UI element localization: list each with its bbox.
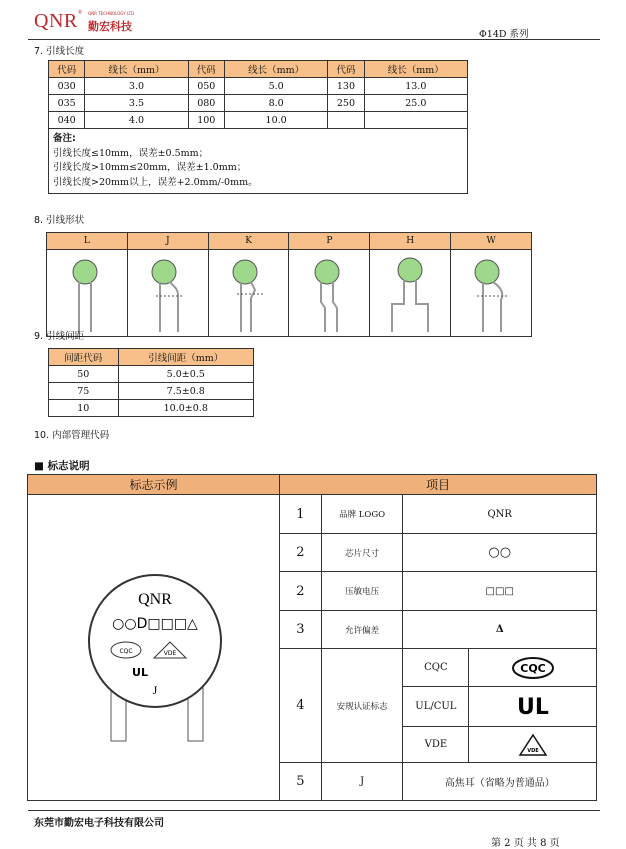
pitch-table <box>48 348 254 417</box>
vde-mark <box>469 727 597 763</box>
item-name: J <box>321 763 403 801</box>
item-name: 品牌 LOGO <box>321 495 403 534</box>
example-vde: VDE <box>164 650 177 657</box>
note-line: 引线长度>10mm≤20mm，误差±1.0mm； <box>53 162 247 173</box>
row-number: 2 <box>279 572 321 611</box>
ul-mark <box>469 687 597 727</box>
section-internal-code: 10. 内部管理代码 <box>34 430 110 441</box>
item-name: 允许偏差 <box>321 611 403 649</box>
row-number: 5 <box>279 763 321 801</box>
table-row: 50 5.0±0.5 <box>49 366 254 383</box>
shape-w-drawing <box>451 250 532 337</box>
lead-shape-table <box>46 232 532 337</box>
table-row: 040 4.0 100 10.0 <box>49 112 468 129</box>
table-note <box>49 129 468 194</box>
item-value: Δ <box>403 611 597 649</box>
example-j: J <box>153 683 158 697</box>
section-lead-length: 7. 引线长度 <box>34 46 85 57</box>
svg-text:VDE: VDE <box>526 747 539 754</box>
table-header: 线长（mm） <box>364 61 467 78</box>
brand-subtitle: QNR TECHNOLOGY LTD <box>88 11 135 16</box>
example-brand: QNR <box>138 591 173 608</box>
item-name: 芯片尺寸 <box>321 534 403 572</box>
cqc-mark <box>469 649 597 687</box>
cert-name: VDE <box>403 727 469 763</box>
section-marking: ■ 标志说明 <box>34 460 90 472</box>
brand-logo: QNR® <box>34 10 83 32</box>
varistor-drawing <box>28 496 278 796</box>
shape-j-drawing <box>127 250 208 337</box>
table-row: 035 3.5 080 8.0 250 25.0 <box>49 95 468 112</box>
example-cqc: CQC <box>119 648 134 655</box>
item-name: 安规认证标志 <box>321 649 403 763</box>
page-number: 第 2 页 共 8 页 <box>491 838 560 849</box>
item-value: 高焦耳（省略为普通品） <box>403 763 597 801</box>
table-header: 代码 <box>328 61 364 78</box>
shape-p-drawing <box>289 250 370 337</box>
section-lead-shape: 8. 引线形状 <box>34 215 85 226</box>
marking-example <box>28 495 280 801</box>
row-number: 4 <box>279 649 321 763</box>
series-title: Φ14D 系列 <box>479 29 529 40</box>
footer-divider <box>28 810 600 811</box>
table-header: 线长（mm） <box>85 61 188 78</box>
item-name: 压敏电压 <box>321 572 403 611</box>
header-divider <box>28 39 600 40</box>
shape-code: K <box>208 233 289 250</box>
svg-text:CQC: CQC <box>519 661 546 675</box>
row-number: 1 <box>279 495 321 534</box>
table-header: 线长（mm） <box>224 61 327 78</box>
note-line: 引线长度>20mm以上，误差+2.0mm/-0mm。 <box>53 176 258 188</box>
table-header: 代码 <box>49 61 85 78</box>
row-number: 2 <box>279 534 321 572</box>
table-row: 030 3.0 050 5.0 130 13.0 <box>49 78 468 95</box>
example-ul: UL <box>132 666 149 679</box>
shape-l-drawing <box>47 250 128 337</box>
svg-text:UL: UL <box>516 694 549 720</box>
shape-code: P <box>289 233 370 250</box>
shape-code: L <box>47 233 128 250</box>
lead-length-table <box>48 60 468 194</box>
table-header: 项目 <box>279 475 596 495</box>
section-lead-pitch: 9. 引线间距 <box>34 331 85 342</box>
table-row: 10 10.0±0.8 <box>49 400 254 417</box>
shape-code: H <box>370 233 451 250</box>
item-value: QNR <box>403 495 597 534</box>
table-header: 引线间距（mm） <box>118 349 253 366</box>
item-value: □□□ <box>403 572 597 611</box>
item-value: ○○ <box>403 534 597 572</box>
note-line: 引线长度≤10mm，误差±0.5mm； <box>53 147 209 159</box>
table-header: 代码 <box>188 61 224 78</box>
brand-chinese-name: 勤宏科技 <box>88 20 132 33</box>
table-header: 间距代码 <box>49 349 119 366</box>
shape-code: W <box>451 233 532 250</box>
cert-name: CQC <box>403 649 469 687</box>
table-row: 75 7.5±0.8 <box>49 383 254 400</box>
shape-h-drawing <box>370 250 451 337</box>
note-title: 备注: <box>53 133 76 144</box>
marking-table <box>27 474 597 801</box>
footer-company: 东莞市勤宏电子科技有限公司 <box>34 818 164 829</box>
row-number: 3 <box>279 611 321 649</box>
example-code: ○○D□□□△ <box>112 616 199 632</box>
cert-name: UL/CUL <box>403 687 469 727</box>
table-header: 标志示例 <box>28 475 280 495</box>
shape-k-drawing <box>208 250 289 337</box>
shape-code: J <box>127 233 208 250</box>
